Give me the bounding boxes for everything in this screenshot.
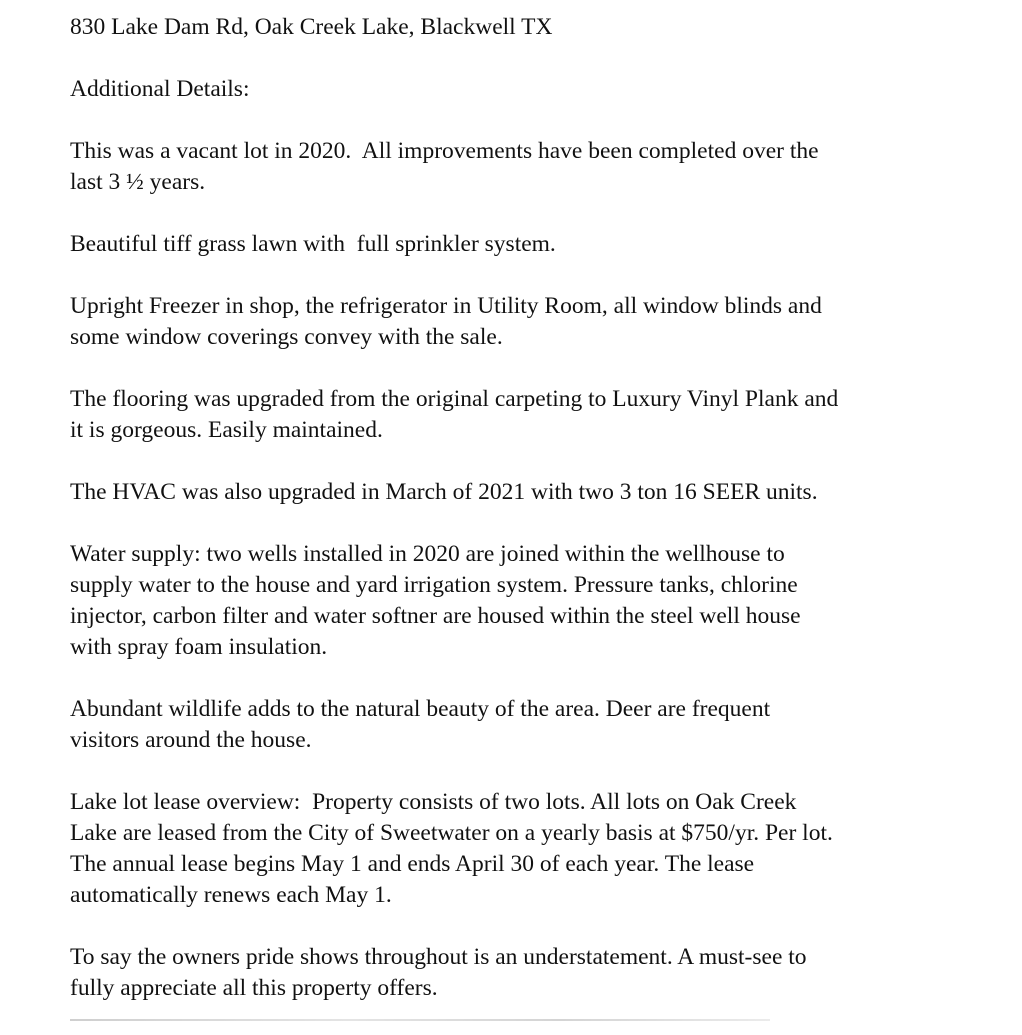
paragraph-water-supply: Water supply: two wells installed in 2020 are joined within the wellhouse to supply water to the house and yard irrigation system. Pressure tanks, chlorine injector, carbon filter and water softner are housed within the steel well house with spray foam insulation. bbox=[70, 541, 801, 660]
paragraph-flooring: The flooring was upgraded from the original carpeting to Luxury Vinyl Plank and it is gorgeous. Easily maintained. bbox=[70, 386, 839, 443]
paragraph-lease-overview: Lake lot lease overview: Property consists of two lots. All lots on Oak Creek Lake are leased from the City of Sweetwater on a yearly basis at $750/yr. Per lot. The annual lease begins May 1 and ends April 30 of each year. The lease automatically renews each May 1. bbox=[70, 789, 833, 908]
property-address: 830 Lake Dam Rd, Oak Creek Lake, Blackwell TX bbox=[70, 14, 553, 40]
paragraph-conveyances: Upright Freezer in shop, the refrigerator in Utility Room, all window blinds and some window coverings convey with the sale. bbox=[70, 293, 822, 350]
paragraph-closing: To say the owners pride shows throughout is an understatement. A must-see to fully appreciate all this property offers. bbox=[70, 944, 807, 1001]
paragraph-wildlife: Abundant wildlife adds to the natural beauty of the area. Deer are frequent visitors around the house. bbox=[70, 696, 771, 753]
page-bottom-edge bbox=[70, 1019, 770, 1021]
paragraph-lawn: Beautiful tiff grass lawn with full sprinkler system. bbox=[70, 231, 556, 257]
paragraph-lot-history: This was a vacant lot in 2020. All improvements have been completed over the last 3 ½ years. bbox=[70, 138, 819, 195]
paragraph-hvac: The HVAC was also upgraded in March of 2021 with two 3 ton 16 SEER units. bbox=[70, 479, 818, 505]
section-heading: Additional Details: bbox=[70, 76, 250, 102]
document-page bbox=[70, 12, 970, 1035]
